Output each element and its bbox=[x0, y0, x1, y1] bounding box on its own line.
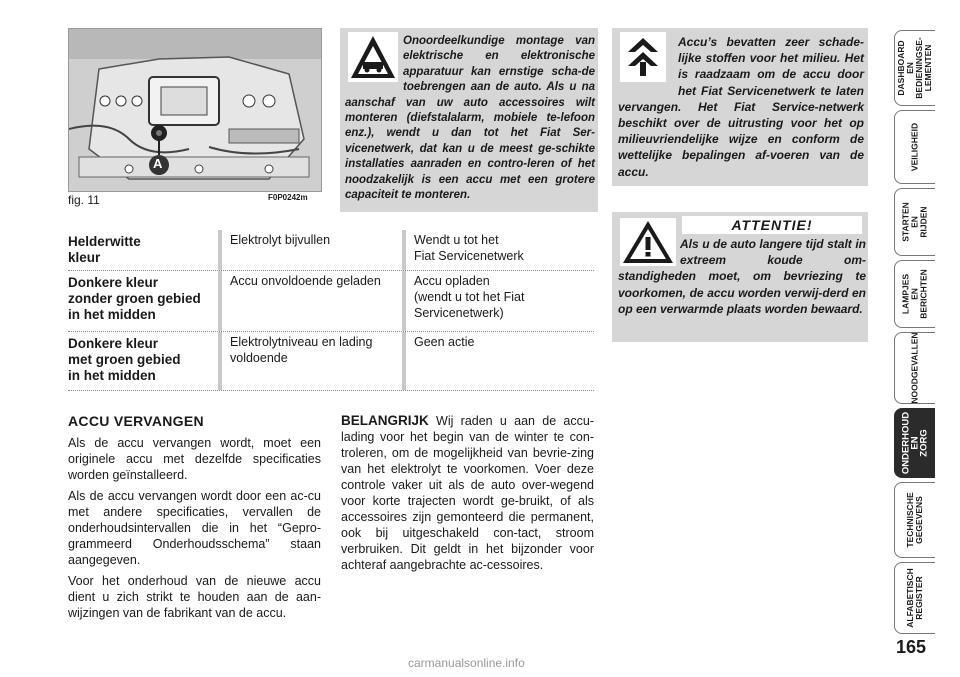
table-cell-color: Donkere kleur met groen gebied in het midden bbox=[68, 336, 181, 383]
important-text: Wij raden u aan de accu-lading voor het begin van de winter te con-troleren, om de mogelijkheid van bevrie-zing van het elektrolyt te voorkomen. Voer deze controle vaker uit als de auto over-wegend voor korte trajecten wordt ge-bruikt, of als accessoires zijn gemonteerd die permanent, ook bij uitgeschakeld con-tact, stroom verbruiken. Dit geldt in het bijzonder voor achteraf aangebrachte ac-cessoires. bbox=[341, 414, 594, 572]
engine-bay-figure bbox=[68, 28, 322, 192]
battery-photo bbox=[69, 29, 321, 191]
attention-title: ATTENTIE! bbox=[682, 216, 862, 234]
paragraph: Voor het onderhoud van de nieuwe accu dient u zich strikt te houden aan de aan-wijzingen van de fabrikant van de accu. bbox=[68, 574, 321, 620]
environment-box bbox=[612, 28, 868, 186]
section-heading: ACCU VERVANGEN bbox=[68, 413, 204, 429]
figure-caption: fig. 11 bbox=[68, 193, 100, 207]
page-number: 165 bbox=[896, 637, 927, 657]
table-cell-action: Accu opladen (wendt u tot het Fiat Servicenetwerk) bbox=[414, 274, 525, 320]
environment-text: Accu’s bevatten zeer schade-lijke stoffen voor het milieu. Het is raadzaam om de accu door het Fiat Servicenetwerk te laten vervangen. Het Fiat Service-netwerk beschikt over de uitrusting voor het op milieuvriendelijke wijze en conform de wettelijke bepalingen af-voeren van de accu. bbox=[618, 35, 864, 179]
tab-emergencies[interactable]: NOODGEVALLEN bbox=[894, 332, 935, 404]
tab-safety[interactable]: VEILIGHEID bbox=[894, 110, 935, 184]
table-cell-action: Wendt u tot het Fiat Servicenetwerk bbox=[414, 233, 524, 263]
warning-box bbox=[340, 28, 598, 212]
table-cell-action: Geen actie bbox=[414, 335, 475, 349]
tab-starting-driving[interactable]: STARTEN EN RIJDEN bbox=[894, 188, 935, 256]
attention-text: Als u de auto langere tijd stalt in extreem koude om-standigheden moet, om bevriezing te voorkomen, de accu worden verwij-derd en op een verwarmde plaats worden bewaard. bbox=[618, 237, 866, 316]
battery-status-table bbox=[68, 230, 594, 391]
tab-technical-data[interactable]: TECHNISCHE GEGEVENS bbox=[894, 482, 935, 558]
table-row bbox=[68, 230, 594, 271]
table-cell-state: Accu onvoldoende geladen bbox=[230, 274, 381, 288]
table-cell-color: Helderwitte kleur bbox=[68, 234, 141, 265]
paragraph: Als de accu vervangen wordt door een ac-cu met andere specificaties, vervallen de onderhoudsintervallen die in het “Gepro-grammeerd Onderhoudsschema” staan aangegeven. bbox=[68, 489, 321, 567]
important-note bbox=[341, 413, 594, 573]
tab-lights-messages[interactable]: LAMPJES EN BERICHTEN bbox=[894, 260, 935, 328]
important-label: BELANGRIJK bbox=[341, 413, 429, 428]
table-row bbox=[68, 271, 594, 332]
warning-text: Onoordeelkundige montage van elektrische en elektronische apparatuur kan ernstige scha-de toebrengen aan de auto. Als u na aanschaf van uw auto accessoires wilt monteren (diefstalalarm, mobiele te-lefoon enz.), wendt u dan tot het Fiat Ser-vicenetwerk, dat kan u de meest ge-schikte installaties aanraden en contro-leren of het noodzakelijk is een accu met een grotere capaciteit te monteren. bbox=[345, 35, 595, 202]
attention-box bbox=[612, 212, 868, 342]
table-cell-color: Donkere kleur zonder groen gebied in het midden bbox=[68, 275, 201, 322]
table-cell-state: Elektrolyt bijvullen bbox=[230, 233, 331, 247]
callout-a: A bbox=[153, 156, 163, 171]
tab-maintenance[interactable]: ONDERHOUD EN ZORG bbox=[894, 408, 935, 478]
figure-code: F0P0242m bbox=[268, 193, 308, 202]
tab-index[interactable]: ALFABETISCH REGISTER bbox=[894, 562, 935, 634]
paragraph: Als de accu vervangen wordt, moet een originele accu met dezelfde specificaties worden geïnstalleerd. bbox=[68, 436, 321, 482]
tab-dashboard[interactable]: DASHBOARD EN BEDIENINGSE- LEMENTEN bbox=[894, 30, 935, 106]
battery-replacement-section bbox=[68, 413, 321, 626]
table-cell-state: Elektrolytniveau en lading voldoende bbox=[230, 335, 373, 365]
table-row bbox=[68, 332, 594, 391]
watermark: carmanualsonline.info bbox=[408, 656, 525, 670]
